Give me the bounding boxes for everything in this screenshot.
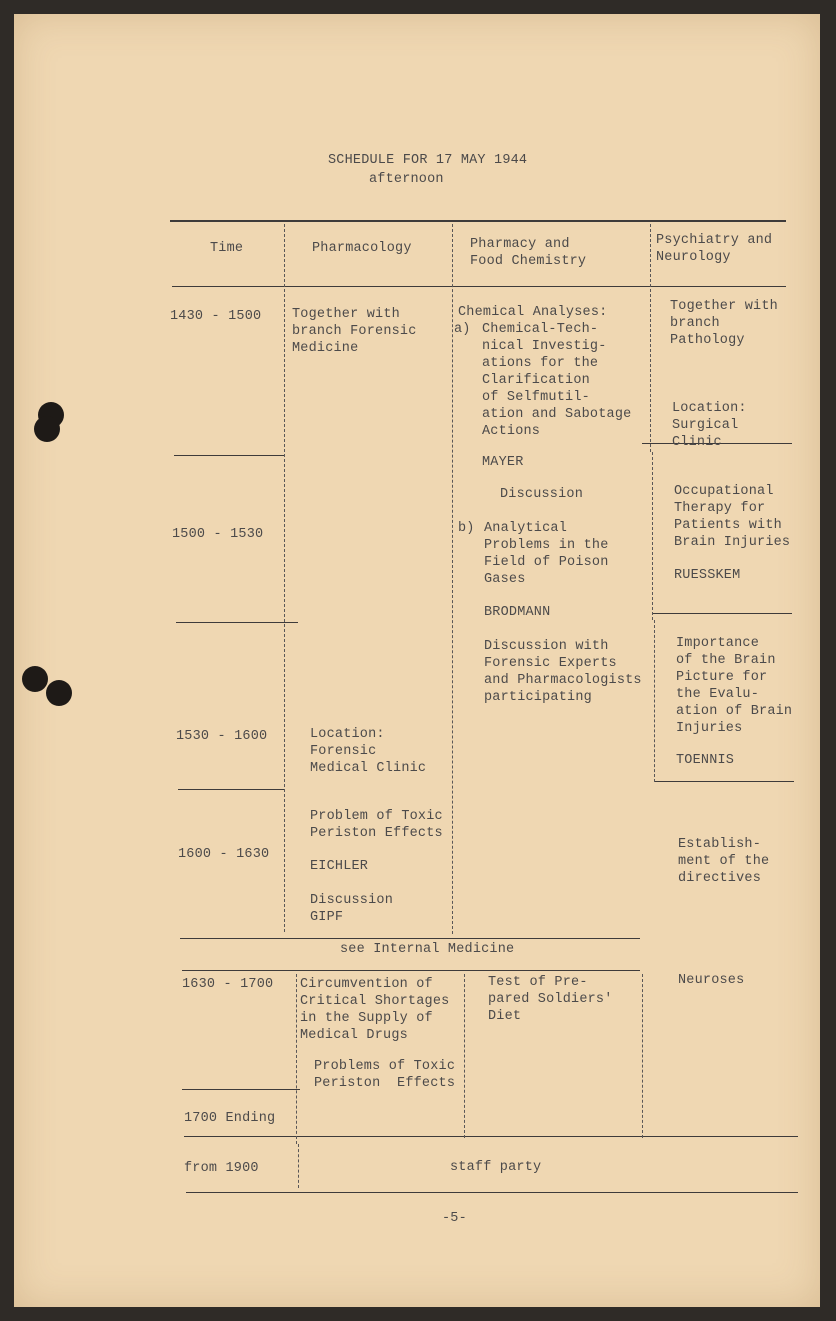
row2-psych-rule: [652, 613, 792, 614]
table-top-rule: [170, 220, 786, 222]
pharmacy-discussion-experts: Discussion with Forensic Experts and Pharmacologists participating: [484, 639, 642, 705]
time-1500: 1500 - 1530: [172, 527, 264, 542]
time-1430: 1430 - 1500: [170, 309, 262, 324]
pharmacy-brodmann: BRODMANN: [484, 605, 551, 620]
header-time: Time: [210, 241, 244, 256]
ending-rule: [184, 1136, 798, 1137]
document-title: SCHEDULE FOR 17 MAY 1944: [328, 153, 528, 168]
time-1900: from 1900: [184, 1161, 259, 1176]
psychiatry-importance: Importance of the Brain Picture for the Evalu- ation of Brain Injuries: [676, 636, 793, 736]
psychiatry-toennis: TOENNIS: [676, 753, 735, 768]
time-1630: 1630 - 1700: [182, 977, 274, 992]
col-sep-2: [452, 224, 453, 934]
time-1700: 1700 Ending: [184, 1111, 276, 1126]
punch-hole-4: [46, 680, 72, 706]
col-sep-7: [298, 1144, 299, 1188]
psychiatry-ruesskem: RUESSKEM: [674, 568, 741, 583]
page-number: -5-: [442, 1211, 467, 1226]
pharmacology-circumvention: Circumvention of Critical Shortages in the Supply of Medical Drugs: [300, 977, 450, 1043]
pharmacy-mayer: MAYER: [482, 455, 524, 470]
row3-time-rule: [178, 789, 284, 790]
pharmacology-toxic: Problem of Toxic Periston Effects: [310, 809, 443, 841]
col-sep-1: [284, 224, 285, 932]
header-pharmacy: Pharmacy and Food Chemistry: [470, 237, 587, 269]
table-bottom-rule: [186, 1192, 798, 1193]
psychiatry-location: Location: Surgical Clinic: [672, 401, 747, 450]
row3-psych-rule: [654, 781, 794, 782]
psychiatry-occupational: Occupational Therapy for Patients with Brain Injuries: [674, 484, 791, 550]
pharmacology-location: Location: Forensic Medical Clinic: [310, 727, 427, 776]
header-pharmacology: Pharmacology: [312, 241, 412, 256]
pharmacy-b-text: Analytical Problems in the Field of Poison Gases: [484, 521, 609, 587]
col-sep-3a: [650, 224, 651, 452]
pharmacology-eichler: EICHLER: [310, 859, 369, 874]
punch-hole-2: [34, 416, 60, 442]
pharmacy-b-marker: b): [458, 521, 475, 536]
header-rule: [172, 286, 786, 287]
header-psychiatry: Psychiatry and Neurology: [656, 233, 773, 265]
psychiatry-establishment: Establish- ment of the directives: [678, 837, 770, 886]
pharmacology-discussion: Discussion GIPF: [310, 893, 394, 925]
internal-medicine-note: see Internal Medicine: [340, 942, 515, 957]
pharmacology-problems: Problems of Toxic Periston Effects: [314, 1059, 456, 1091]
col-sep-4: [296, 974, 297, 1144]
col-sep-6: [642, 974, 643, 1138]
document-page: [14, 14, 820, 1307]
document-subtitle: afternoon: [369, 172, 444, 187]
time-1600: 1600 - 1630: [178, 847, 270, 862]
pharmacy-a-text: Chemical-Tech- nical Investig- ations for the Clarification of Selfmutil- ation and Sabotage Actions: [482, 322, 632, 439]
pharmacy-discussion: Discussion: [500, 487, 584, 502]
row1-time-rule: [174, 455, 284, 456]
time-1530: 1530 - 1600: [176, 729, 268, 744]
staff-party: staff party: [450, 1160, 542, 1175]
pharmacy-diet: Test of Pre- pared Soldiers' Diet: [488, 975, 613, 1024]
internal-medicine-top-rule: [180, 938, 640, 939]
row2-time-rule: [176, 622, 298, 623]
internal-medicine-bottom-rule: [182, 970, 640, 971]
pharmacy-analyses: Chemical Analyses:: [458, 305, 608, 320]
psychiatry-neuroses: Neuroses: [678, 973, 745, 988]
col-sep-3c: [654, 620, 655, 782]
pharmacy-a-marker: a): [454, 322, 471, 337]
pharmacology-together: Together with branch Forensic Medicine: [292, 307, 417, 356]
punch-hole-3: [22, 666, 48, 692]
col-sep-5: [464, 974, 465, 1138]
col-sep-3b: [652, 452, 653, 620]
psychiatry-together: Together with branch Pathology: [670, 299, 778, 348]
row5-time-rule: [182, 1089, 300, 1090]
